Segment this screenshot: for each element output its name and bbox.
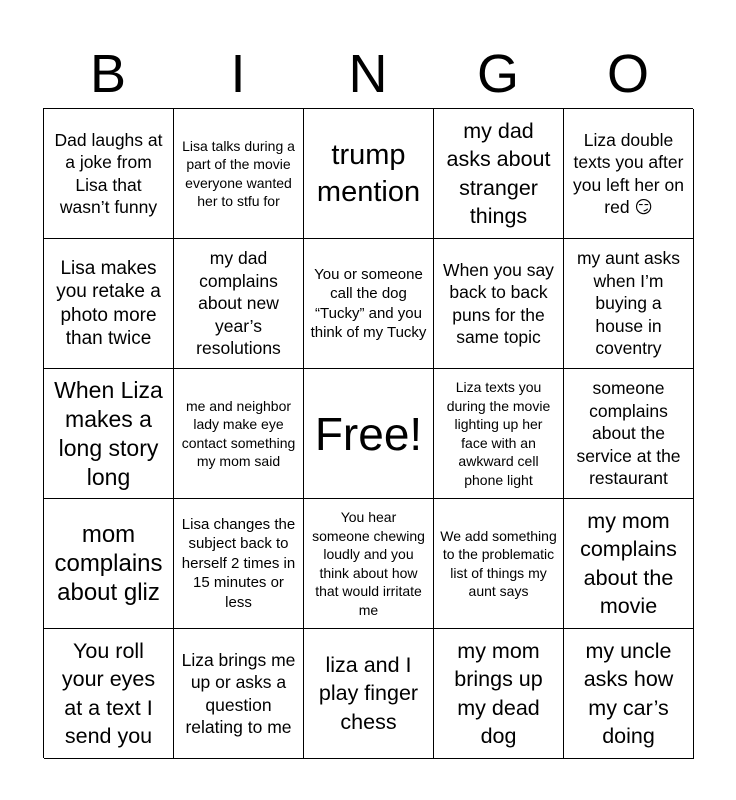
bingo-cell-r5c1[interactable]: You roll your eyes at a text I send you (44, 629, 174, 759)
header-letter-b: B (89, 44, 127, 104)
header-letter-g: G (476, 44, 519, 104)
bingo-cell-r4c2[interactable]: Lisa changes the subject back to herself 2 times in 15 minutes or less (174, 499, 304, 629)
bingo-cell-r3c2[interactable]: me and neighbor lady make eye contact something my mom said (174, 369, 304, 499)
header-letter-i: I (230, 44, 246, 104)
bingo-cell-r1c5[interactable]: Liza double texts you after you left her on red 😏 (564, 109, 694, 239)
bingo-grid (43, 108, 693, 758)
bingo-cell-r2c5[interactable]: my aunt asks when I’m buying a house in coventry (564, 239, 694, 369)
bingo-cell-r3c1[interactable]: When Liza makes a long story long (44, 369, 174, 499)
bingo-cell-r4c1[interactable]: mom complains about gliz (44, 499, 174, 629)
bingo-cell-r2c4[interactable]: When you say back to back puns for the same topic (434, 239, 564, 369)
bingo-cell-r2c2[interactable]: my dad complains about new year’s resolutions (174, 239, 304, 369)
bingo-cell-r3c5[interactable]: someone complains about the service at the restaurant (564, 369, 694, 499)
bingo-cell-r5c3[interactable]: liza and I play finger chess (304, 629, 434, 759)
bingo-cell-r5c4[interactable]: my mom brings up my dead dog (434, 629, 564, 759)
bingo-cell-r5c5[interactable]: my uncle asks how my car’s doing (564, 629, 694, 759)
bingo-cell-r1c2[interactable]: Lisa talks during a part of the movie everyone wanted her to stfu for (174, 109, 304, 239)
bingo-cell-r4c4[interactable]: We add something to the problematic list of things my aunt says (434, 499, 564, 629)
bingo-cell-free[interactable]: Free! (304, 369, 434, 499)
header-letter-o: O (606, 44, 649, 104)
bingo-cell-r4c3[interactable]: You hear someone chewing loudly and you think about how that would irritate me (304, 499, 434, 629)
bingo-cell-r1c3[interactable]: trump mention (304, 109, 434, 239)
bingo-cell-r5c2[interactable]: Liza brings me up or asks a question relating to me (174, 629, 304, 759)
header-letter-n: N (348, 44, 388, 104)
bingo-cell-r3c4[interactable]: Liza texts you during the movie lighting up her face with an awkward cell phone light (434, 369, 564, 499)
bingo-cell-r2c3[interactable]: You or someone call the dog “Tucky” and you think of my Tucky (304, 239, 434, 369)
bingo-cell-r2c1[interactable]: Lisa makes you retake a photo more than twice (44, 239, 174, 369)
bingo-cell-r4c5[interactable]: my mom complains about the movie (564, 499, 694, 629)
bingo-cell-r1c4[interactable]: my dad asks about stranger things (434, 109, 564, 239)
bingo-header (43, 40, 693, 108)
bingo-cell-r1c1[interactable]: Dad laughs at a joke from Lisa that wasn’t funny (44, 109, 174, 239)
